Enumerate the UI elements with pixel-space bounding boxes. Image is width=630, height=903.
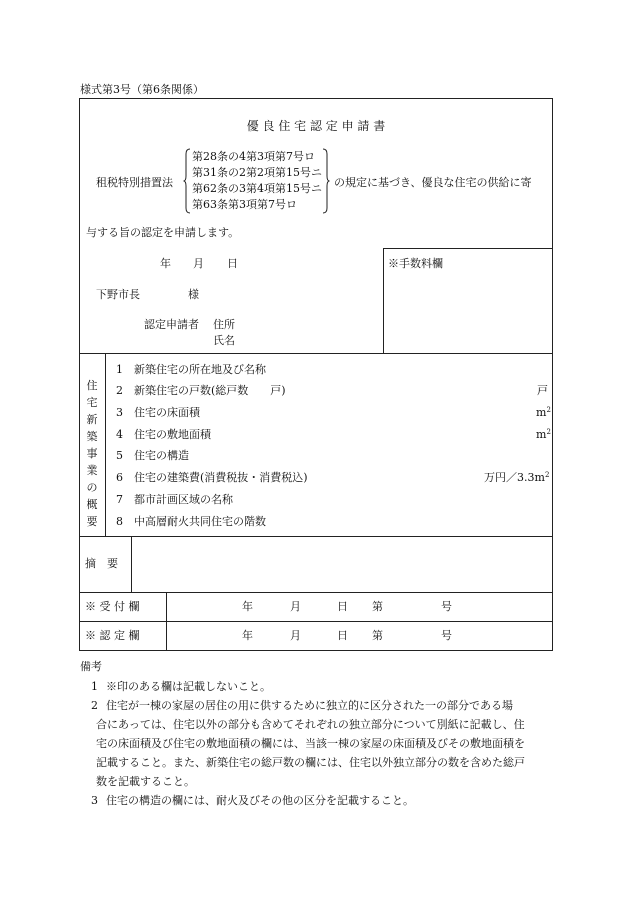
notes-title: 備考 (80, 660, 102, 673)
law-article-1: 第28条の4第3項第7号ロ (192, 150, 315, 163)
note-2-line-3: 宅の床面積及び住宅の敷地面積の欄には、当該一棟の家屋の床面積及びその敷地面積を (96, 737, 525, 750)
right-brace-icon (322, 148, 330, 214)
item-1-num: 1 (116, 363, 123, 376)
section-label-divider (105, 353, 106, 536)
note-2-line-4: 記載すること。また、新築住宅の総戸数の欄には、住宅以外独立部分の数を含めた総戸 (96, 756, 525, 769)
applicant-label: 認定申請者 (144, 318, 199, 331)
approval-dai: 第 (372, 629, 383, 642)
item-8-label: 中高層耐火共同住宅の階数 (134, 515, 266, 528)
item-7-num: 7 (116, 493, 123, 506)
item-8-num: 8 (116, 515, 123, 528)
applicant-name-label: 氏名 (213, 334, 235, 347)
section-divider-2 (79, 536, 553, 537)
section-divider-3 (79, 592, 553, 593)
note-2-line-5: 数を記載すること。 (96, 775, 195, 788)
approval-month: 月 (290, 629, 301, 642)
section-divider-4 (79, 621, 553, 622)
note-3-line-1: 住宅の構造の欄には、耐火及びその他の区分を記載すること。 (106, 794, 414, 807)
law-continuation: 与する旨の認定を申請します。 (86, 226, 240, 239)
mayor-label: 下野市長 (96, 288, 140, 301)
law-article-2: 第31条の2第2項第15号ニ (192, 166, 322, 179)
item-5-num: 5 (116, 449, 123, 462)
law-tail: の規定に基づき、優良な住宅の供給に寄 (334, 176, 532, 189)
approval-day: 日 (337, 629, 348, 642)
reception-year: 年 (242, 600, 253, 613)
summary-divider (131, 536, 132, 592)
applicant-address-label: 住所 (213, 318, 235, 331)
date-month: 月 (193, 257, 204, 270)
item-3-label: 住宅の床面積 (134, 406, 200, 419)
item-6-num: 6 (116, 471, 123, 484)
note-1-num: 1 (91, 680, 98, 693)
sama-label: 様 (188, 288, 199, 301)
approval-year: 年 (242, 629, 253, 642)
note-2-num: 2 (91, 699, 98, 712)
summary-label: 摘 要 (85, 557, 118, 570)
reception-label: ※ 受 付 欄 (85, 600, 140, 613)
law-article-4: 第63条第3項第7号ロ (192, 198, 297, 211)
approval-label: ※ 認 定 欄 (85, 629, 140, 642)
item-4-label: 住宅の敷地面積 (134, 428, 211, 441)
approval-go: 号 (441, 629, 452, 642)
reception-go: 号 (441, 600, 452, 613)
left-brace-icon (183, 148, 191, 214)
fee-box-left (383, 248, 384, 353)
reception-dai: 第 (372, 600, 383, 613)
item-2-unit: 戸 (537, 384, 548, 397)
item-6-unit: 万円$/3.3m^2$ (484, 471, 550, 484)
reception-month: 月 (290, 600, 301, 613)
fee-box-top (383, 248, 553, 249)
item-7-label: 都市計画区域の名称 (134, 493, 233, 506)
item-6-label: 住宅の建築費(消費税抜・消費税込) (134, 471, 308, 484)
item-3-num: 3 (116, 406, 123, 419)
note-1-line-1: ※印のある欄は記載しないこと。 (106, 680, 271, 693)
note-3-num: 3 (91, 794, 98, 807)
item-2-label: 新築住宅の戸数(総戸数 戸) (134, 384, 286, 397)
reception-day: 日 (337, 600, 348, 613)
item-5-label: 住宅の構造 (134, 449, 189, 462)
note-2-line-2: 合にあっては、住宅以外の部分も含めてそれぞれの独立部分について別紙に記載し、住 (96, 718, 525, 731)
item-3-unit: $m^2$ (536, 406, 551, 419)
law-name: 租税特別措置法 (96, 176, 173, 189)
item-4-unit: $m^2$ (536, 428, 551, 441)
project-section-label: 住宅新築事業の概要 (86, 379, 98, 528)
note-2-line-1: 住宅が一棟の家屋の居住の用に供するために独立的に区分された一の部分である場 (106, 699, 513, 712)
item-1-label: 新築住宅の所在地及び名称 (134, 363, 266, 376)
date-day: 日 (227, 257, 238, 270)
fee-label: ※手数料欄 (388, 257, 443, 270)
law-article-3: 第62条の3第4項第15号ニ (192, 182, 322, 195)
date-year: 年 (160, 257, 171, 270)
item-4-num: 4 (116, 428, 123, 441)
form-title: 優 良 住 宅 認 定 申 請 書 (246, 119, 386, 133)
section-divider-1 (79, 353, 553, 354)
item-2-num: 2 (116, 384, 123, 397)
form-number: 様式第3号（第6条関係） (80, 83, 204, 96)
